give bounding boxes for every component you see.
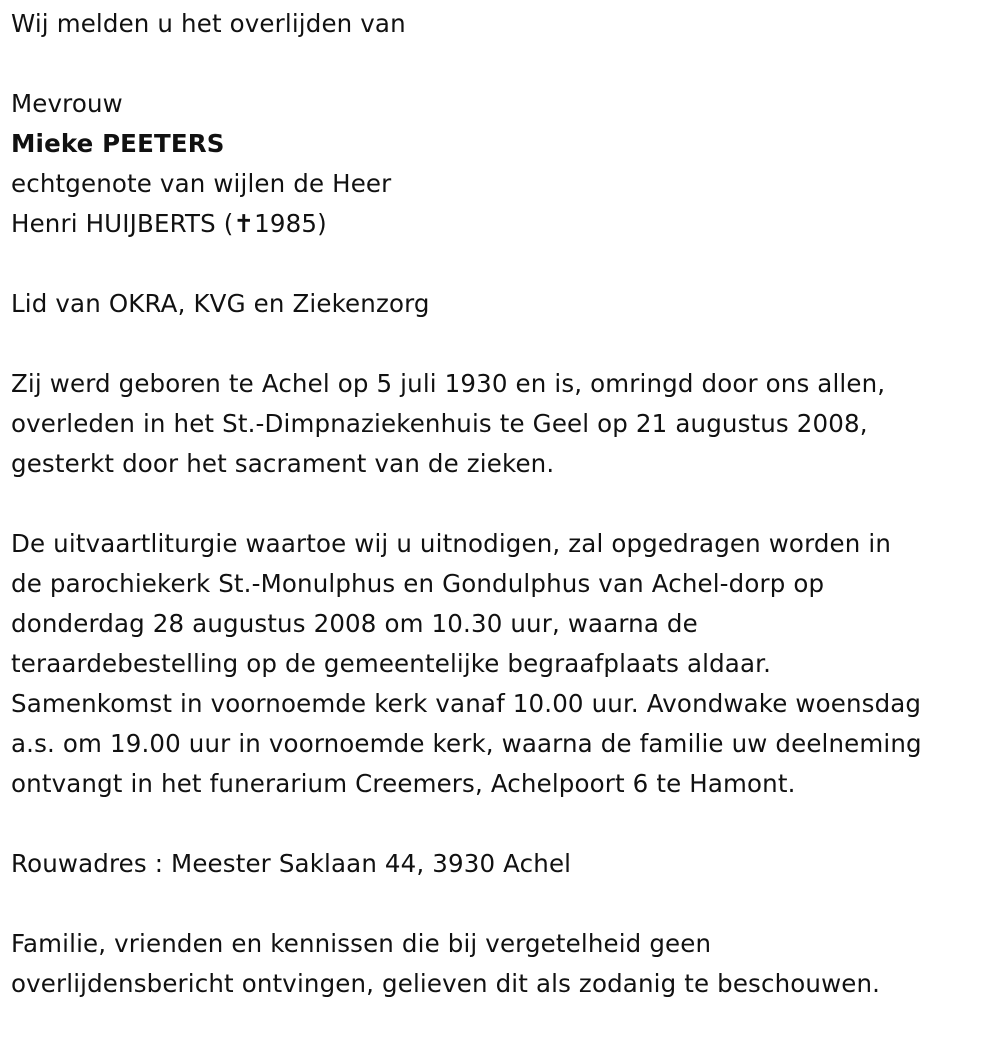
birth-death-paragraph [11,364,1000,484]
membership-text: Lid van OKRA, KVG en Ziekenzorg [11,289,430,318]
spacer [11,484,1000,524]
paragraph-line: gesterkt door het sacrament van de zieken. [11,449,555,478]
intro-text: Wij melden u het overlijden van [11,9,406,38]
paragraph-line: a.s. om 19.00 uur in voornoemde kerk, waarna de familie uw deelneming [11,729,922,758]
spouse-name: Henri HUIJBERTS (✝1985) [11,209,327,238]
deceased-title: Mevrouw [11,89,123,118]
deceased-name: Mieke PEETERS [11,129,225,158]
spacer [11,44,1000,84]
funeral-paragraph [11,524,1000,804]
paragraph-line: donderdag 28 augustus 2008 om 10.30 uur, waarna de [11,609,698,638]
closing-paragraph [11,924,1000,1004]
spacer [11,244,1000,284]
paragraph-line: Zij werd geboren te Achel op 5 juli 1930 en is, omringd door ons allen, [11,369,886,398]
paragraph-line: De uitvaartliturgie waartoe wij u uitnodigen, zal opgedragen worden in [11,529,892,558]
spacer [11,884,1000,924]
paragraph-line: overlijdensbericht ontvingen, gelieven dit als zodanig te beschouwen. [11,969,881,998]
relation-text: echtgenote van wijlen de Heer [11,169,392,198]
paragraph-line: Samenkomst in voornoemde kerk vanaf 10.00 uur. Avondwake woensdag [11,689,922,718]
paragraph-line: overleden in het St.-Dimpnaziekenhuis te Geel op 21 augustus 2008, [11,409,868,438]
paragraph-line: ontvangt in het funerarium Creemers, Achelpoort 6 te Hamont. [11,769,796,798]
paragraph-line: Familie, vrienden en kennissen die bij vergetelheid geen [11,929,712,958]
paragraph-line: de parochiekerk St.-Monulphus en Gondulphus van Achel-dorp op [11,569,825,598]
spacer [11,804,1000,844]
paragraph-line: teraardebestelling op de gemeentelijke begraafplaats aldaar. [11,649,772,678]
mourning-address: Rouwadres : Meester Saklaan 44, 3930 Achel [11,849,572,878]
spacer [11,324,1000,364]
